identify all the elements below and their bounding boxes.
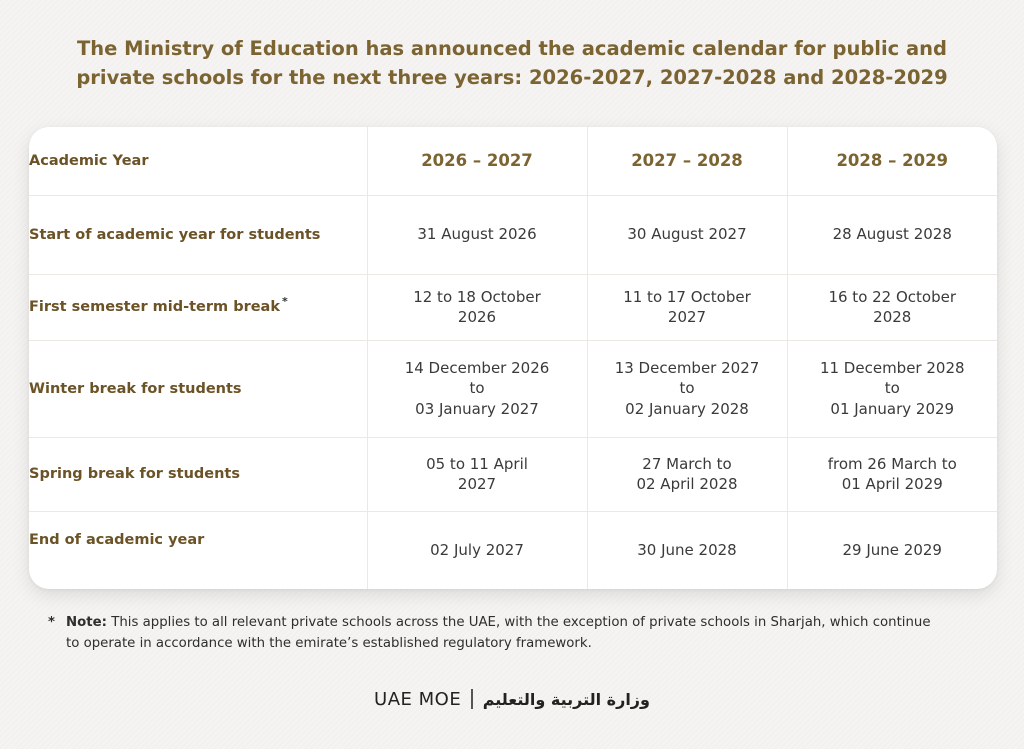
cell-line: 14 December 2026 — [404, 358, 550, 377]
cell-line: 30 August 2027 — [627, 225, 747, 244]
table-cell — [587, 195, 787, 274]
row-label-winter-break: Winter break for students — [29, 340, 367, 437]
cell-line: 02 July 2027 — [430, 541, 524, 559]
page-headline — [0, 34, 1024, 92]
table-cell — [587, 340, 787, 437]
table-row — [29, 340, 997, 437]
table-cell — [587, 437, 787, 511]
cell-line: 28 August 2028 — [832, 225, 952, 244]
cell-line: 31 August 2026 — [417, 225, 537, 244]
cell-line: from 26 March to — [827, 454, 957, 473]
cell-line: 30 June 2028 — [637, 541, 737, 559]
logo-english-text: UAE MOE — [374, 688, 462, 710]
footnote — [48, 612, 948, 654]
cell-line: 02 January 2028 — [625, 399, 749, 418]
cell-line: 01 April 2029 — [841, 475, 943, 493]
logo-divider — [471, 689, 473, 709]
footnote-marker: * — [281, 295, 288, 309]
cell-line: 2028 — [873, 308, 912, 326]
year-header-2026-2027: 2026 – 2027 — [367, 127, 587, 195]
cell-line: 2027 — [457, 475, 497, 493]
table-cell — [367, 274, 587, 340]
footnote-text — [48, 612, 948, 654]
table-cell — [787, 511, 997, 589]
row-label-start-of-year: Start of academic year for students — [29, 195, 367, 274]
cell-line: 2027 — [667, 308, 707, 326]
table-cell — [787, 437, 997, 511]
year-header-2028-2029: 2028 – 2029 — [787, 127, 997, 195]
cell-line: 02 April 2028 — [636, 475, 738, 493]
cell-line: 29 June 2029 — [842, 541, 942, 559]
table-row — [29, 437, 997, 511]
table-cell — [787, 274, 997, 340]
headline-line-1: The Ministry of Education has announced the academic calendar for public and — [76, 37, 948, 60]
table-cell — [587, 511, 787, 589]
year-header-2027-2028: 2027 – 2028 — [587, 127, 787, 195]
cell-line: 27 March to — [642, 454, 732, 473]
cell-line: 11 to 17 October — [623, 287, 751, 306]
table-cell — [367, 195, 587, 274]
note-body: This applies to all relevant private schools across the UAE, with the exception of private schools in Sharjah, which continue to operate in accordance with the emirate’s established regulatory framework. — [66, 615, 931, 651]
table-row — [29, 195, 997, 274]
table-cell — [367, 340, 587, 437]
logo-arabic-text: وزارة التربية والتعليم — [482, 689, 650, 709]
cell-line: to — [469, 379, 485, 398]
row-label-text: First semester mid-term break — [29, 299, 280, 315]
note-label: Note: — [66, 615, 107, 630]
table-cell — [787, 195, 997, 274]
table-row — [29, 511, 997, 589]
table-header-row — [29, 127, 997, 195]
table-row — [29, 274, 997, 340]
cell-line: to — [884, 379, 900, 398]
table-cell — [587, 274, 787, 340]
calendar-card — [29, 127, 997, 589]
cell-line: 12 to 18 October — [413, 287, 541, 306]
academic-calendar-table — [29, 127, 997, 589]
table-cell — [367, 437, 587, 511]
cell-line: 11 December 2028 — [819, 358, 965, 377]
academic-year-header: Academic Year — [29, 127, 367, 195]
cell-line: to — [679, 379, 695, 398]
row-label-spring-break: Spring break for students — [29, 437, 367, 511]
table-cell — [367, 511, 587, 589]
row-label-end-of-year: End of academic year — [29, 511, 367, 589]
cell-line: 2026 — [457, 308, 497, 326]
table-cell — [787, 340, 997, 437]
ministry-logo — [0, 684, 1024, 714]
footnote-asterisk: * — [48, 615, 55, 630]
headline-line-2: private schools for the next three years: 2026-2027, 2027-2028 and 2028-2029 — [76, 66, 948, 89]
cell-line: 01 January 2029 — [830, 399, 955, 418]
cell-line: 03 January 2027 — [415, 399, 539, 418]
cell-line: 16 to 22 October — [828, 287, 957, 306]
cell-line: 05 to 11 April — [426, 454, 528, 473]
row-label-midterm-break — [29, 274, 367, 340]
cell-line: 13 December 2027 — [614, 358, 760, 377]
